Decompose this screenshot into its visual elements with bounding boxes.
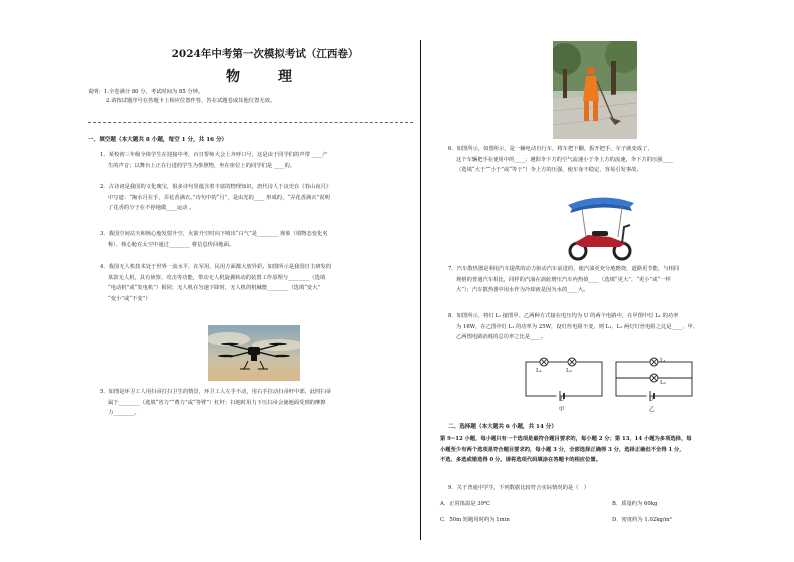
q4-line-3: “电动机”或“发电机”）相同；无人机在匀速下降时，无人机的机械能________（选填“变大” — [108, 285, 321, 292]
q2-line-3: 了花香的分子在不停地做____运动 。 — [108, 205, 195, 212]
question-2 — [100, 182, 418, 214]
yi-caption: 乙 — [649, 407, 655, 413]
yi-lamp-2-label: L₂ — [660, 380, 666, 386]
q5-line-3: 力________。 — [108, 410, 140, 417]
section2-heading: 二、选择题（本大题共 6 小题，共 14 分） — [448, 424, 557, 430]
jia-caption: 甲 — [559, 407, 565, 413]
circuit-jia — [526, 358, 602, 401]
yi-lamp-1-label: L₁ — [660, 358, 666, 364]
q2-line-2: 中写道：“掬水月在手，弄花香满衣。”诗句中的“月”，是由光的____ 形成的，“弄花香满衣”说明 — [108, 194, 330, 201]
q1-line-1: 1．某校初三年级全体学生在迎接中考，百日誓师大会上齐呼口号，这是由于同学们的声带 ____产 — [100, 152, 328, 158]
q6-line-2: 这个车辆把手在使用中的____；遇阳伞下方的空气流速小于伞上方的流速，伞下方的压强____ — [456, 156, 674, 163]
jia-lamp-1-label: L₁ — [536, 368, 542, 374]
separator — [88, 122, 413, 123]
q6-line-3: （选填“大于”“小于”或“等于”）伞上方的压强，使车身不稳定，容易引发事故。 — [456, 167, 642, 174]
exam-title: 2024年中考第一次模拟考试（江西卷） — [171, 48, 359, 60]
jia-voltage-label: U — [560, 397, 565, 403]
q4-line-1: 4．我国无人机技术处于世界一流水平，在军用、民用方面都大放异彩。如图所示是我国自主研发的 — [100, 264, 332, 270]
q2-line-1: 2．古诗词是我国的文化瑰宝，很多诗句里蕴含着丰富的物理知识，唐代诗人于良史在《春山夜月》 — [100, 184, 332, 190]
instruction-line-2: 2.请按试题序号在答题卡上相应位置作答，答在试题卷或其他位置无效。 — [106, 98, 276, 104]
q3-line-2: 称），核心舱在太空中通过________ 将信息传回地面。 — [108, 241, 235, 248]
subject-title: 物 理 — [226, 69, 304, 85]
q8-line-1: 8．如图所示，将灯 L₁ 接图甲、乙两种方式接在电压均为 U 的两个电路中，在甲图中灯 L₁ 的功率 — [448, 313, 679, 319]
instructions — [88, 88, 408, 106]
column-divider — [420, 40, 421, 540]
option-c: C．50m 短跑用时约为 1min — [440, 517, 510, 523]
option-d: D．密度约为 1.02kg/m³ — [612, 517, 672, 523]
q3-line-1: 3．我国空间站天和核心舱发射升空，火箭升空时向下喷出“白气”是________ 现象（填物态变化名 — [100, 231, 328, 237]
q5-line-2: 属于________（选填“省力”“费力”或“等臂”）杠杆；扫地时用力下压扫帚会使地面受到的摩擦 — [108, 399, 326, 406]
section1-heading: 一、填空题（本大题共 8 小题，每空 1 分，共 16 分） — [88, 137, 228, 143]
question-6 — [448, 144, 784, 176]
question-4 — [100, 262, 418, 304]
q8-line-3: 乙两图电路消耗的总功率之比是____。 — [456, 334, 547, 341]
circuit-diagrams — [520, 354, 698, 414]
q4-line-4: “变小”或“不变”） — [108, 295, 151, 302]
q1-line-2: 生的声音；以舞台上正在行进的学生为参照物，坐在座位上的同学们是 ____的。 — [108, 162, 296, 169]
intro-line-1: 第 9~12 小题，每小题只有一个选项是最符合题目要求的，每小题 2 分；第 13、14 小题为多项选择，每 — [440, 436, 692, 442]
q7-line-2: 规格的普通汽车相比，同样的汽油在涡轮增压汽车内热值____（选填“更大”、“更小”或“一样 — [456, 276, 671, 283]
q6-line-1: 6．如图所示，如图所示，是一辆电动自行车，将车把下翻，扳开把手，车子就变成了， — [448, 146, 653, 152]
option-a: A．正常体温是 39℃ — [440, 501, 490, 507]
instruction-line-1: 说明：1.全卷满分 80 分，考试时间为 85 分钟。 — [88, 89, 204, 95]
question-5 — [100, 387, 418, 419]
intro-line-3: 不选、多选或错选得 0 分。请将选项代码填涂在答题卡的相应位置。 — [440, 457, 601, 464]
question-8 — [448, 311, 784, 343]
q5-line-1: 5．如图是环卫工人用扫帚打扫卫生的情景，环卫工人左手不动，用右手拉动扫帚杆中部，此时扫帚 — [100, 389, 332, 395]
section2-intro — [440, 434, 786, 466]
question-9: 9．关于普通中学生，下列数据比较符合实际情况的是（ ） — [448, 485, 590, 491]
question-3 — [100, 229, 418, 250]
scooter-umbrella-image — [560, 193, 642, 263]
q7-line-1: 7．汽车散热器是利用汽车提供的动力驱动汽车前进的，使汽油更充分地燃烧，道路更节能，与相同 — [448, 266, 680, 272]
option-b: B．质量约为 60kg — [612, 501, 658, 507]
drone-image — [208, 325, 300, 381]
jia-lamp-2-label: L₂ — [566, 368, 572, 374]
question-7 — [448, 264, 784, 296]
q8-line-2: 为 16W，在乙图中灯 L₁ 的功率为 25W，设灯丝电阻不变，则 L₁、L₂ 两灯灯丝电阻之比是____，甲、 — [456, 323, 699, 330]
q4-line-2: 某款无人机，具有侦察、攻击等功能，带动无人机旋翼转动的装置工作原理与________（选填 — [108, 274, 326, 281]
circuit-yi — [616, 358, 692, 401]
street-sweeper-image — [553, 41, 637, 139]
yi-voltage-label: U — [649, 397, 654, 403]
question-1 — [100, 150, 418, 171]
intro-line-2: 小题至少有两个选项是符合题目要求的，每小题 3 分，全部选择正确得 3 分，选择正确但不全得 1 分， — [440, 446, 685, 453]
q7-line-3: 大”）；汽车散热器中用水作为冷却液是因为水的____大。 — [456, 287, 589, 294]
